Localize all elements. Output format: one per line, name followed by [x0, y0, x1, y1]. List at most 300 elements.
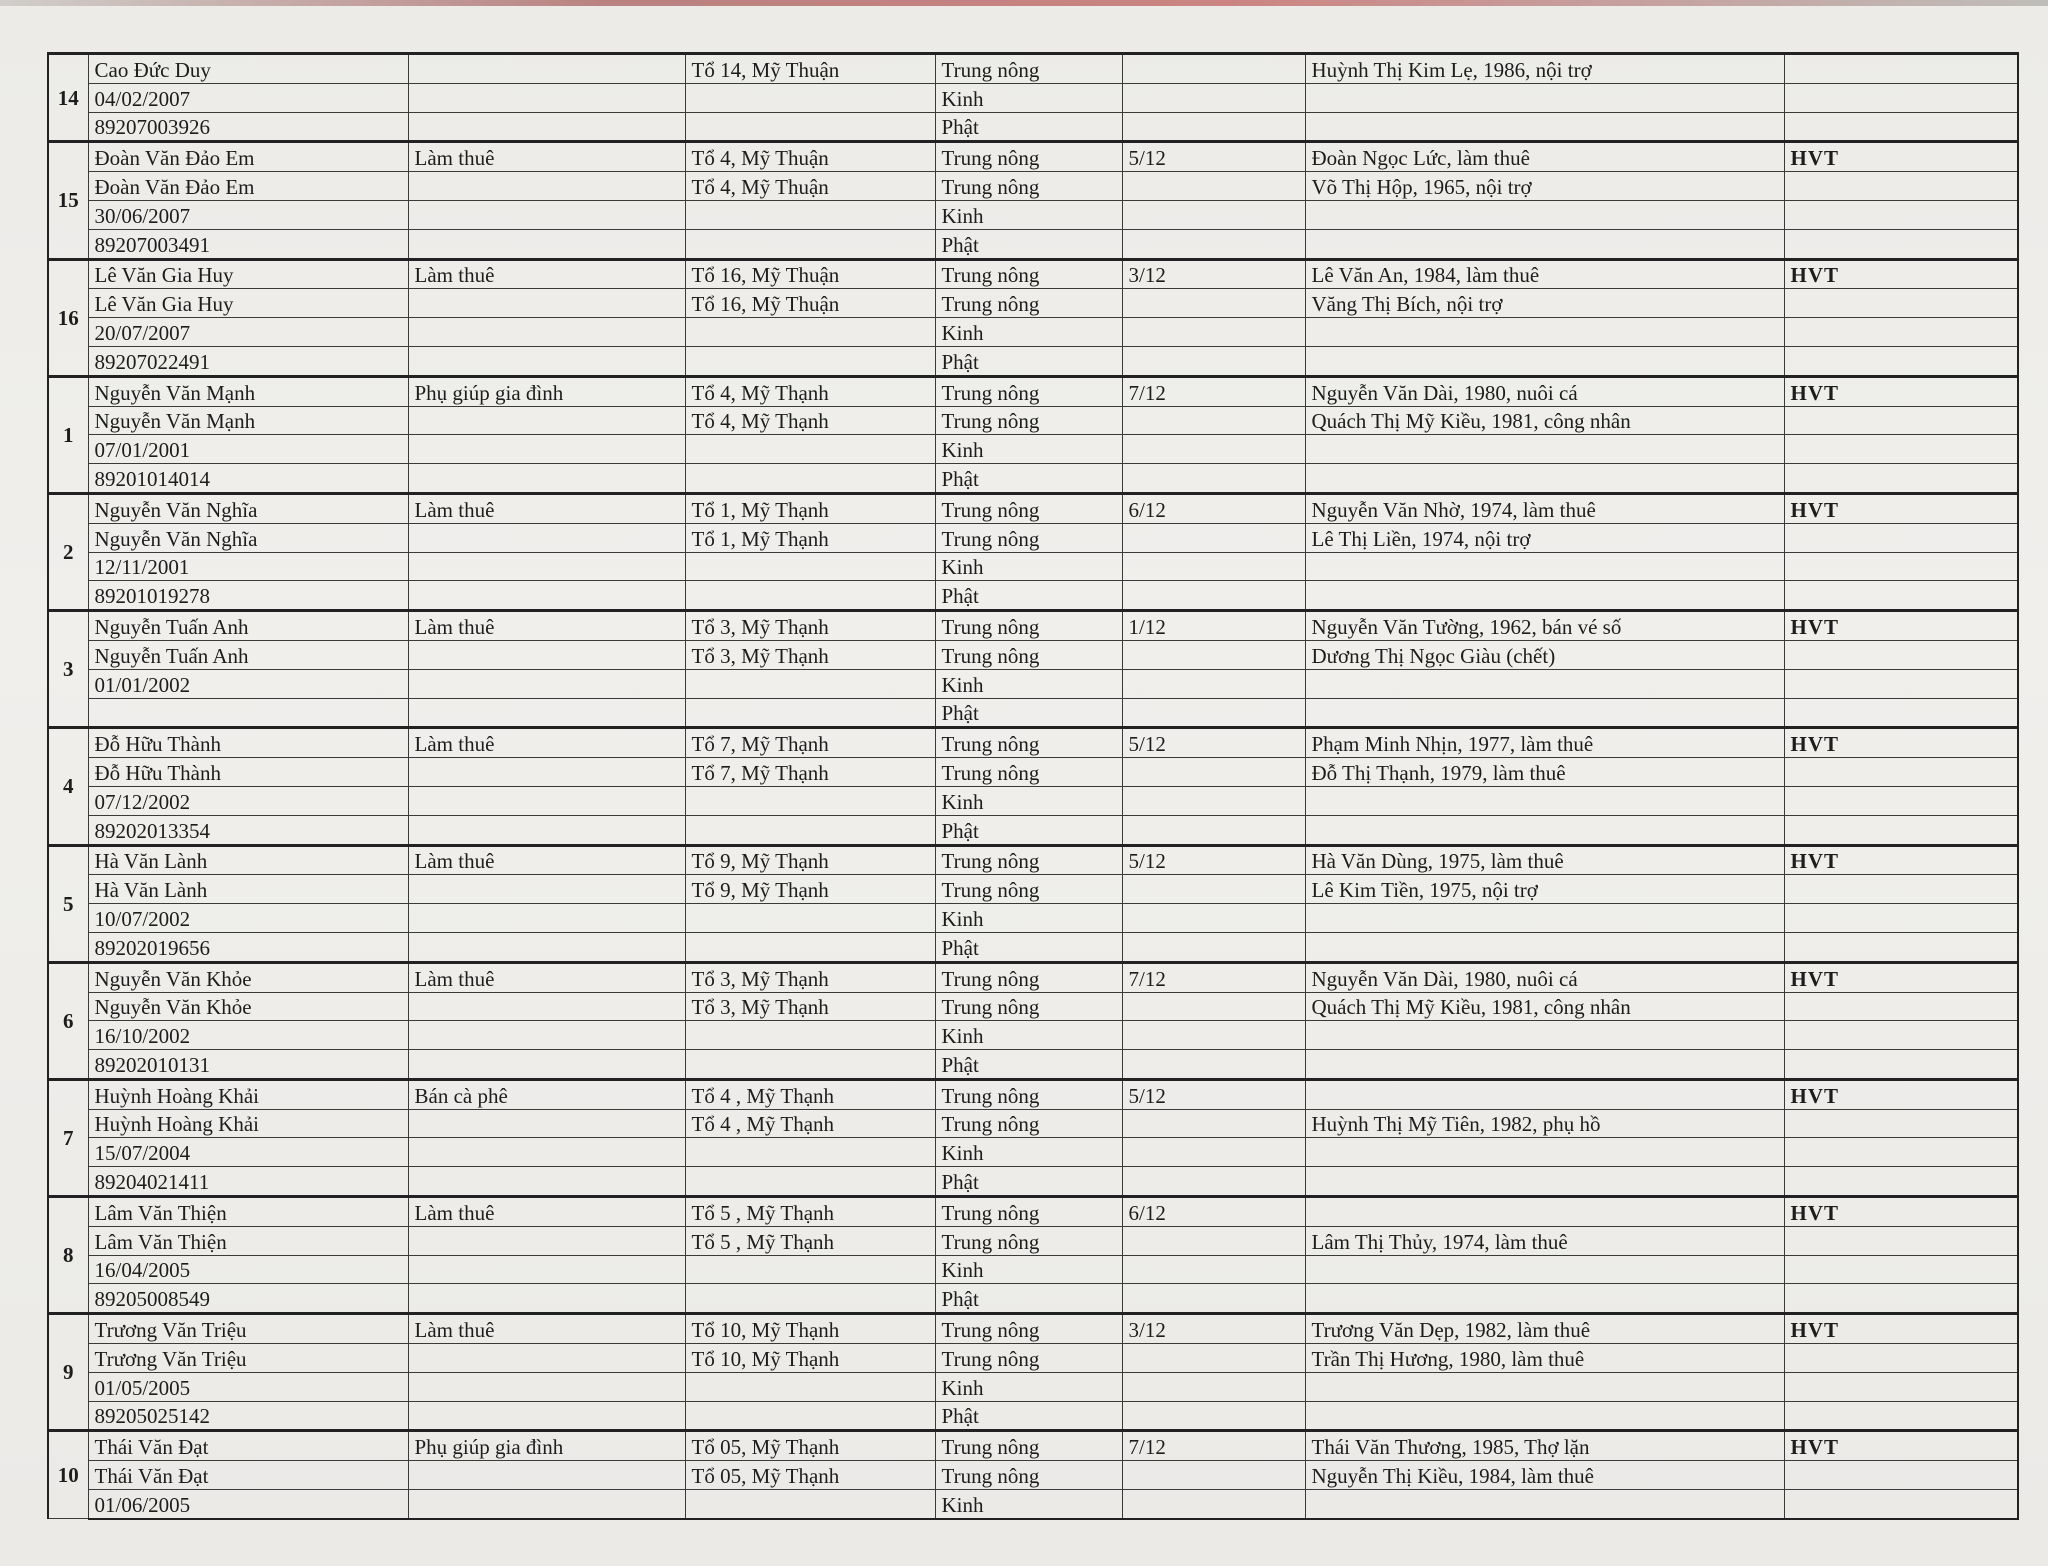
parents-cell [1305, 815, 1784, 845]
parents-cell [1305, 698, 1784, 728]
occupation-cell [408, 346, 685, 376]
note-cell [1784, 406, 2018, 435]
table-row [48, 142, 2018, 172]
education-cell [1122, 875, 1305, 904]
table-row [48, 1344, 2018, 1373]
note-cell: HVT [1784, 1197, 2018, 1227]
address-cell [685, 1255, 935, 1284]
name-cell: 20/07/2007 [88, 318, 408, 347]
occupation-cell [408, 1226, 685, 1255]
name-cell: Nguyễn Văn Mạnh [88, 406, 408, 435]
name-cell: 01/01/2002 [88, 669, 408, 698]
education-cell: 6/12 [1122, 493, 1305, 523]
note-cell [1784, 1138, 2018, 1167]
table-row [48, 435, 2018, 464]
note-cell [1784, 669, 2018, 698]
row-number: 10 [48, 1431, 88, 1519]
ethnicity-religion-cell: Phật [935, 1050, 1122, 1080]
ethnicity-religion-cell: Kinh [935, 669, 1122, 698]
row-number: 16 [48, 259, 88, 376]
name-cell: Nguyễn Văn Nghĩa [88, 523, 408, 552]
note-cell [1784, 698, 2018, 728]
ethnicity-religion-cell: Phật [935, 815, 1122, 845]
table-row [48, 112, 2018, 142]
name-cell: 04/02/2007 [88, 83, 408, 112]
parents-cell [1305, 1167, 1784, 1197]
row-number: 4 [48, 728, 88, 845]
parents-cell: Lê Kim Tiền, 1975, nội trợ [1305, 875, 1784, 904]
address-cell [685, 552, 935, 581]
parents-cell: Thái Văn Thương, 1985, Thợ lặn [1305, 1431, 1784, 1461]
name-cell: Huỳnh Hoàng Khải [88, 1079, 408, 1109]
address-cell: Tổ 10, Mỹ Thạnh [685, 1344, 935, 1373]
ethnicity-religion-cell: Phật [935, 581, 1122, 611]
address-cell [685, 1138, 935, 1167]
address-cell [685, 1284, 935, 1314]
table-row [48, 698, 2018, 728]
occupation-cell [408, 172, 685, 201]
note-cell: HVT [1784, 962, 2018, 992]
occupation-cell [408, 200, 685, 229]
ethnicity-religion-cell: Kinh [935, 200, 1122, 229]
parents-cell: Trần Thị Hương, 1980, làm thuê [1305, 1344, 1784, 1373]
education-cell [1122, 1226, 1305, 1255]
address-cell: Tổ 1, Mỹ Thạnh [685, 493, 935, 523]
ethnicity-religion-cell: Kinh [935, 904, 1122, 933]
occupation-cell [408, 815, 685, 845]
education-cell: 3/12 [1122, 1314, 1305, 1344]
occupation-cell: Làm thuê [408, 493, 685, 523]
row-number: 8 [48, 1197, 88, 1314]
name-cell: 89207003491 [88, 229, 408, 259]
table-row [48, 1109, 2018, 1138]
address-cell: Tổ 5 , Mỹ Thạnh [685, 1197, 935, 1227]
table-row [48, 904, 2018, 933]
address-cell [685, 1401, 935, 1431]
parents-cell: Nguyễn Văn Tường, 1962, bán vé số [1305, 611, 1784, 641]
note-cell [1784, 112, 2018, 142]
education-cell [1122, 640, 1305, 669]
address-cell [685, 1021, 935, 1050]
table-row [48, 1079, 2018, 1109]
ethnicity-religion-cell: Phật [935, 1167, 1122, 1197]
roster-table [47, 52, 2019, 1520]
ethnicity-religion-cell: Kinh [935, 1490, 1122, 1519]
name-cell: Lâm Văn Thiện [88, 1226, 408, 1255]
education-cell: 5/12 [1122, 845, 1305, 875]
table-row [48, 464, 2018, 494]
table-row [48, 581, 2018, 611]
parents-cell [1305, 318, 1784, 347]
parents-cell: Võ Thị Hộp, 1965, nội trợ [1305, 172, 1784, 201]
ethnicity-religion-cell: Kinh [935, 1021, 1122, 1050]
address-cell [685, 786, 935, 815]
name-cell: Hà Văn Lành [88, 875, 408, 904]
occupation-cell [408, 464, 685, 494]
parents-cell [1305, 1490, 1784, 1519]
ethnicity-religion-cell: Trung nông [935, 611, 1122, 641]
education-cell [1122, 523, 1305, 552]
name-cell: 89201014014 [88, 464, 408, 494]
address-cell [685, 112, 935, 142]
name-cell: 89202019656 [88, 932, 408, 962]
address-cell: Tổ 16, Mỹ Thuận [685, 289, 935, 318]
parents-cell [1305, 1050, 1784, 1080]
name-cell: 12/11/2001 [88, 552, 408, 581]
note-cell [1784, 904, 2018, 933]
table-row [48, 932, 2018, 962]
note-cell [1784, 523, 2018, 552]
name-cell: 89205008549 [88, 1284, 408, 1314]
education-cell [1122, 289, 1305, 318]
address-cell [685, 1372, 935, 1401]
row-number: 9 [48, 1314, 88, 1431]
occupation-cell [408, 1050, 685, 1080]
name-cell: Đoàn Văn Đảo Em [88, 142, 408, 172]
parents-cell: Phạm Minh Nhịn, 1977, làm thuê [1305, 728, 1784, 758]
education-cell: 6/12 [1122, 1197, 1305, 1227]
occupation-cell [408, 1255, 685, 1284]
row-number: 5 [48, 845, 88, 962]
table-row [48, 172, 2018, 201]
address-cell [685, 346, 935, 376]
address-cell: Tổ 9, Mỹ Thạnh [685, 875, 935, 904]
parents-cell [1305, 1138, 1784, 1167]
address-cell: Tổ 4 , Mỹ Thạnh [685, 1079, 935, 1109]
note-cell [1784, 229, 2018, 259]
education-cell [1122, 406, 1305, 435]
ethnicity-religion-cell: Trung nông [935, 1431, 1122, 1461]
note-cell [1784, 346, 2018, 376]
occupation-cell [408, 289, 685, 318]
table-row [48, 200, 2018, 229]
parents-cell: Huỳnh Thị Kim Lẹ, 1986, nội trợ [1305, 54, 1784, 84]
ethnicity-religion-cell: Trung nông [935, 875, 1122, 904]
name-cell: 16/04/2005 [88, 1255, 408, 1284]
table-row [48, 259, 2018, 289]
ethnicity-religion-cell: Phật [935, 1284, 1122, 1314]
ethnicity-religion-cell: Trung nông [935, 992, 1122, 1021]
ethnicity-religion-cell: Kinh [935, 1138, 1122, 1167]
table-row [48, 758, 2018, 787]
address-cell [685, 1050, 935, 1080]
ethnicity-religion-cell: Trung nông [935, 523, 1122, 552]
table-row [48, 1197, 2018, 1227]
occupation-cell [408, 758, 685, 787]
education-cell [1122, 1255, 1305, 1284]
name-cell: 07/01/2001 [88, 435, 408, 464]
name-cell: 30/06/2007 [88, 200, 408, 229]
education-cell [1122, 1138, 1305, 1167]
note-cell [1784, 1021, 2018, 1050]
occupation-cell: Làm thuê [408, 728, 685, 758]
row-number: 15 [48, 142, 88, 259]
occupation-cell [408, 786, 685, 815]
occupation-cell [408, 1109, 685, 1138]
table-row [48, 669, 2018, 698]
ethnicity-religion-cell: Trung nông [935, 259, 1122, 289]
education-cell [1122, 669, 1305, 698]
name-cell [88, 698, 408, 728]
table-row [48, 406, 2018, 435]
table-row [48, 962, 2018, 992]
ethnicity-religion-cell: Trung nông [935, 1226, 1122, 1255]
name-cell: 89204021411 [88, 1167, 408, 1197]
education-cell [1122, 1461, 1305, 1490]
name-cell: 01/05/2005 [88, 1372, 408, 1401]
row-number: 3 [48, 611, 88, 728]
parents-cell: Dương Thị Ngọc Giàu (chết) [1305, 640, 1784, 669]
education-cell [1122, 172, 1305, 201]
parents-cell [1305, 1197, 1784, 1227]
ethnicity-religion-cell: Trung nông [935, 289, 1122, 318]
note-cell: HVT [1784, 1431, 2018, 1461]
table-row [48, 1372, 2018, 1401]
table-row [48, 346, 2018, 376]
address-cell: Tổ 4, Mỹ Thạnh [685, 376, 935, 406]
address-cell: Tổ 4, Mỹ Thuận [685, 172, 935, 201]
education-cell: 1/12 [1122, 611, 1305, 641]
table-row [48, 1255, 2018, 1284]
address-cell: Tổ 7, Mỹ Thạnh [685, 758, 935, 787]
education-cell [1122, 1490, 1305, 1519]
ethnicity-religion-cell: Trung nông [935, 1197, 1122, 1227]
parents-cell [1305, 83, 1784, 112]
note-cell [1784, 875, 2018, 904]
table-row [48, 640, 2018, 669]
name-cell: 15/07/2004 [88, 1138, 408, 1167]
note-cell [1784, 932, 2018, 962]
ethnicity-religion-cell: Kinh [935, 83, 1122, 112]
address-cell: Tổ 3, Mỹ Thạnh [685, 611, 935, 641]
occupation-cell: Phụ giúp gia đình [408, 376, 685, 406]
occupation-cell [408, 1021, 685, 1050]
parents-cell: Đỗ Thị Thạnh, 1979, làm thuê [1305, 758, 1784, 787]
parents-cell [1305, 1284, 1784, 1314]
parents-cell: Văng Thị Bích, nội trợ [1305, 289, 1784, 318]
name-cell: 01/06/2005 [88, 1490, 408, 1519]
occupation-cell [408, 581, 685, 611]
occupation-cell [408, 83, 685, 112]
note-cell [1784, 992, 2018, 1021]
address-cell: Tổ 7, Mỹ Thạnh [685, 728, 935, 758]
table-row [48, 611, 2018, 641]
address-cell: Tổ 14, Mỹ Thuận [685, 54, 935, 84]
occupation-cell [408, 1461, 685, 1490]
note-cell [1784, 1109, 2018, 1138]
name-cell: Thái Văn Đạt [88, 1431, 408, 1461]
education-cell: 5/12 [1122, 142, 1305, 172]
address-cell [685, 83, 935, 112]
table-row [48, 552, 2018, 581]
occupation-cell: Làm thuê [408, 611, 685, 641]
occupation-cell: Làm thuê [408, 845, 685, 875]
parents-cell [1305, 669, 1784, 698]
note-cell [1784, 815, 2018, 845]
education-cell [1122, 1401, 1305, 1431]
ethnicity-religion-cell: Trung nông [935, 1314, 1122, 1344]
occupation-cell [408, 229, 685, 259]
occupation-cell [408, 904, 685, 933]
ethnicity-religion-cell: Phật [935, 1401, 1122, 1431]
education-cell [1122, 464, 1305, 494]
address-cell: Tổ 05, Mỹ Thạnh [685, 1431, 935, 1461]
note-cell: HVT [1784, 1314, 2018, 1344]
note-cell [1784, 1255, 2018, 1284]
education-cell [1122, 786, 1305, 815]
address-cell [685, 1167, 935, 1197]
table-row [48, 1314, 2018, 1344]
note-cell [1784, 1372, 2018, 1401]
education-cell [1122, 54, 1305, 84]
address-cell [685, 229, 935, 259]
note-cell: HVT [1784, 493, 2018, 523]
parents-cell [1305, 200, 1784, 229]
education-cell [1122, 904, 1305, 933]
name-cell: 16/10/2002 [88, 1021, 408, 1050]
name-cell: 10/07/2002 [88, 904, 408, 933]
page-top-edge [0, 0, 2048, 6]
ethnicity-religion-cell: Trung nông [935, 728, 1122, 758]
name-cell: Nguyễn Văn Nghĩa [88, 493, 408, 523]
name-cell: Đỗ Hữu Thành [88, 758, 408, 787]
note-cell [1784, 1167, 2018, 1197]
table-row [48, 1431, 2018, 1461]
parents-cell: Lê Thị Liền, 1974, nội trợ [1305, 523, 1784, 552]
ethnicity-religion-cell: Trung nông [935, 493, 1122, 523]
note-cell: HVT [1784, 728, 2018, 758]
occupation-cell [408, 552, 685, 581]
table-row [48, 229, 2018, 259]
note-cell [1784, 640, 2018, 669]
occupation-cell: Làm thuê [408, 259, 685, 289]
address-cell: Tổ 5 , Mỹ Thạnh [685, 1226, 935, 1255]
education-cell [1122, 83, 1305, 112]
note-cell: HVT [1784, 845, 2018, 875]
note-cell [1784, 172, 2018, 201]
education-cell [1122, 435, 1305, 464]
parents-cell [1305, 1021, 1784, 1050]
parents-cell [1305, 552, 1784, 581]
name-cell: Nguyễn Tuấn Anh [88, 611, 408, 641]
name-cell: Lê Văn Gia Huy [88, 259, 408, 289]
name-cell: Lâm Văn Thiện [88, 1197, 408, 1227]
table-row [48, 1138, 2018, 1167]
table-row [48, 1021, 2018, 1050]
address-cell [685, 932, 935, 962]
parents-cell: Nguyễn Văn Dài, 1980, nuôi cá [1305, 376, 1784, 406]
note-cell [1784, 200, 2018, 229]
ethnicity-religion-cell: Trung nông [935, 406, 1122, 435]
parents-cell: Đoàn Ngọc Lức, làm thuê [1305, 142, 1784, 172]
address-cell: Tổ 9, Mỹ Thạnh [685, 845, 935, 875]
education-cell: 7/12 [1122, 1431, 1305, 1461]
parents-cell [1305, 1372, 1784, 1401]
name-cell: Đỗ Hữu Thành [88, 728, 408, 758]
education-cell: 3/12 [1122, 259, 1305, 289]
name-cell: Trương Văn Triệu [88, 1314, 408, 1344]
ethnicity-religion-cell: Kinh [935, 1372, 1122, 1401]
name-cell: 89202013354 [88, 815, 408, 845]
parents-cell [1305, 904, 1784, 933]
name-cell: 89201019278 [88, 581, 408, 611]
occupation-cell [408, 640, 685, 669]
note-cell: HVT [1784, 259, 2018, 289]
address-cell: Tổ 3, Mỹ Thạnh [685, 962, 935, 992]
ethnicity-religion-cell: Kinh [935, 786, 1122, 815]
occupation-cell: Làm thuê [408, 1197, 685, 1227]
education-cell [1122, 200, 1305, 229]
occupation-cell [408, 1372, 685, 1401]
parents-cell [1305, 1079, 1784, 1109]
occupation-cell [408, 112, 685, 142]
ethnicity-religion-cell: Phật [935, 346, 1122, 376]
education-cell [1122, 815, 1305, 845]
parents-cell [1305, 112, 1784, 142]
table-row [48, 845, 2018, 875]
education-cell [1122, 1050, 1305, 1080]
education-cell [1122, 346, 1305, 376]
ethnicity-religion-cell: Trung nông [935, 376, 1122, 406]
name-cell: 89202010131 [88, 1050, 408, 1080]
parents-cell [1305, 229, 1784, 259]
address-cell [685, 435, 935, 464]
parents-cell [1305, 435, 1784, 464]
occupation-cell [408, 318, 685, 347]
note-cell [1784, 435, 2018, 464]
ethnicity-religion-cell: Trung nông [935, 54, 1122, 84]
occupation-cell [408, 1284, 685, 1314]
table-row [48, 786, 2018, 815]
ethnicity-religion-cell: Trung nông [935, 172, 1122, 201]
table-row [48, 493, 2018, 523]
name-cell: 89207003926 [88, 112, 408, 142]
ethnicity-religion-cell: Phật [935, 112, 1122, 142]
note-cell [1784, 581, 2018, 611]
note-cell [1784, 552, 2018, 581]
table-row [48, 54, 2018, 84]
name-cell: Lê Văn Gia Huy [88, 289, 408, 318]
education-cell [1122, 552, 1305, 581]
row-number: 7 [48, 1079, 88, 1196]
occupation-cell: Bán cà phê [408, 1079, 685, 1109]
parents-cell: Quách Thị Mỹ Kiều, 1981, công nhân [1305, 406, 1784, 435]
address-cell [685, 669, 935, 698]
occupation-cell [408, 875, 685, 904]
ethnicity-religion-cell: Trung nông [935, 758, 1122, 787]
note-cell [1784, 83, 2018, 112]
note-cell [1784, 318, 2018, 347]
table-row [48, 289, 2018, 318]
occupation-cell: Làm thuê [408, 142, 685, 172]
education-cell [1122, 1167, 1305, 1197]
table-row [48, 728, 2018, 758]
education-cell: 5/12 [1122, 1079, 1305, 1109]
education-cell [1122, 581, 1305, 611]
parents-cell [1305, 464, 1784, 494]
name-cell: Đoàn Văn Đảo Em [88, 172, 408, 201]
table-row [48, 1284, 2018, 1314]
address-cell [685, 904, 935, 933]
table-row [48, 1050, 2018, 1080]
occupation-cell [408, 932, 685, 962]
education-cell: 7/12 [1122, 376, 1305, 406]
name-cell: Cao Đức Duy [88, 54, 408, 84]
ethnicity-religion-cell: Trung nông [935, 640, 1122, 669]
ethnicity-religion-cell: Phật [935, 229, 1122, 259]
ethnicity-religion-cell: Trung nông [935, 1344, 1122, 1373]
name-cell: 89207022491 [88, 346, 408, 376]
